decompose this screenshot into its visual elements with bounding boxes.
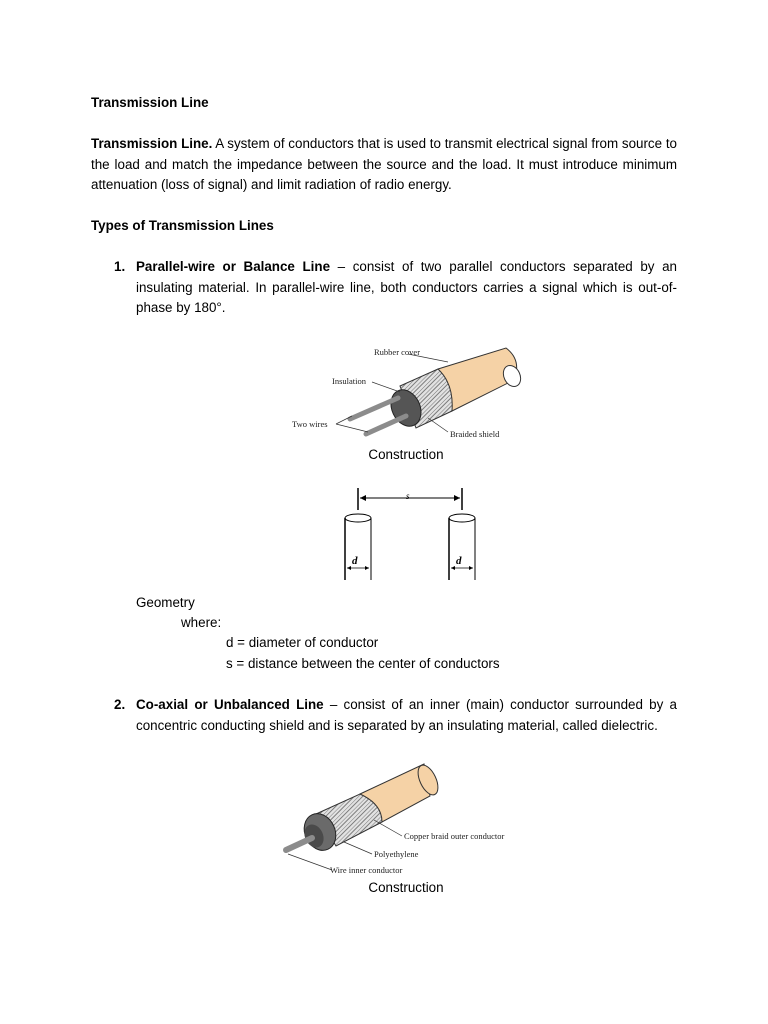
definition-paragraph — [91, 134, 677, 196]
label-polyethylene: Polyethylene — [374, 849, 419, 859]
label-two-wires: Two wires — [292, 419, 328, 429]
page-title: Transmission Line — [91, 95, 209, 110]
label-copper-braid: Copper braid outer conductor — [404, 831, 505, 841]
coaxial-illustration — [278, 758, 538, 878]
types-heading: Types of Transmission Lines — [91, 218, 274, 233]
item2-text: – consist of an inner (main) conductor surrounded by a concentric conducting shield and is separated by an insulating material, called dielectric. — [136, 697, 677, 733]
wire-1 — [350, 398, 398, 419]
item1-text: – consist of two parallel conductors separated by an insulating material. In parallel-wire line, both conductors carries a signal which is out-of-phase by 180°. — [136, 259, 677, 315]
definition-text: A system of conductors that is used to transmit electrical signal from source to the load and match the impedance between the source and the load. It must introduce minimum attenuation (loss of signal) and limit radiation of radio energy. — [91, 136, 677, 192]
geometry-title: Geometry — [136, 595, 195, 610]
parallel-wire-construction-figure — [288, 336, 528, 444]
label-braided-shield: Braided shield — [450, 429, 500, 439]
geometry-where: where: — [181, 615, 222, 630]
label-wire-inner: Wire inner conductor — [330, 865, 403, 875]
geometry-s-definition: s = distance between the center of conductors — [226, 656, 500, 671]
geometry-d-definition: d = diameter of conductor — [226, 635, 379, 650]
item1-paragraph — [136, 257, 677, 319]
item1-term: Parallel-wire or Balance Line — [136, 259, 331, 274]
label-s: s — [406, 491, 410, 501]
geometry-illustration — [338, 484, 478, 584]
definition-term: Transmission Line. — [91, 136, 213, 151]
inner-wire-shape — [286, 838, 312, 850]
wire-2 — [366, 416, 406, 434]
item2-paragraph — [136, 695, 677, 736]
item2-term: Co-axial or Unbalanced Line — [136, 697, 324, 712]
label-insulation: Insulation — [332, 376, 366, 386]
label-d-right: d — [456, 555, 462, 567]
item1-number: 1. — [114, 259, 126, 274]
item2-number: 2. — [114, 697, 126, 712]
parallel-wire-geometry-figure — [338, 484, 478, 584]
figure3-caption: Construction — [368, 880, 444, 895]
coaxial-construction-figure — [278, 758, 538, 878]
label-rubber-cover: Rubber cover — [374, 347, 421, 357]
parallel-wire-illustration — [288, 336, 528, 444]
label-d-left: d — [352, 555, 358, 567]
figure1-caption: Construction — [368, 447, 444, 462]
